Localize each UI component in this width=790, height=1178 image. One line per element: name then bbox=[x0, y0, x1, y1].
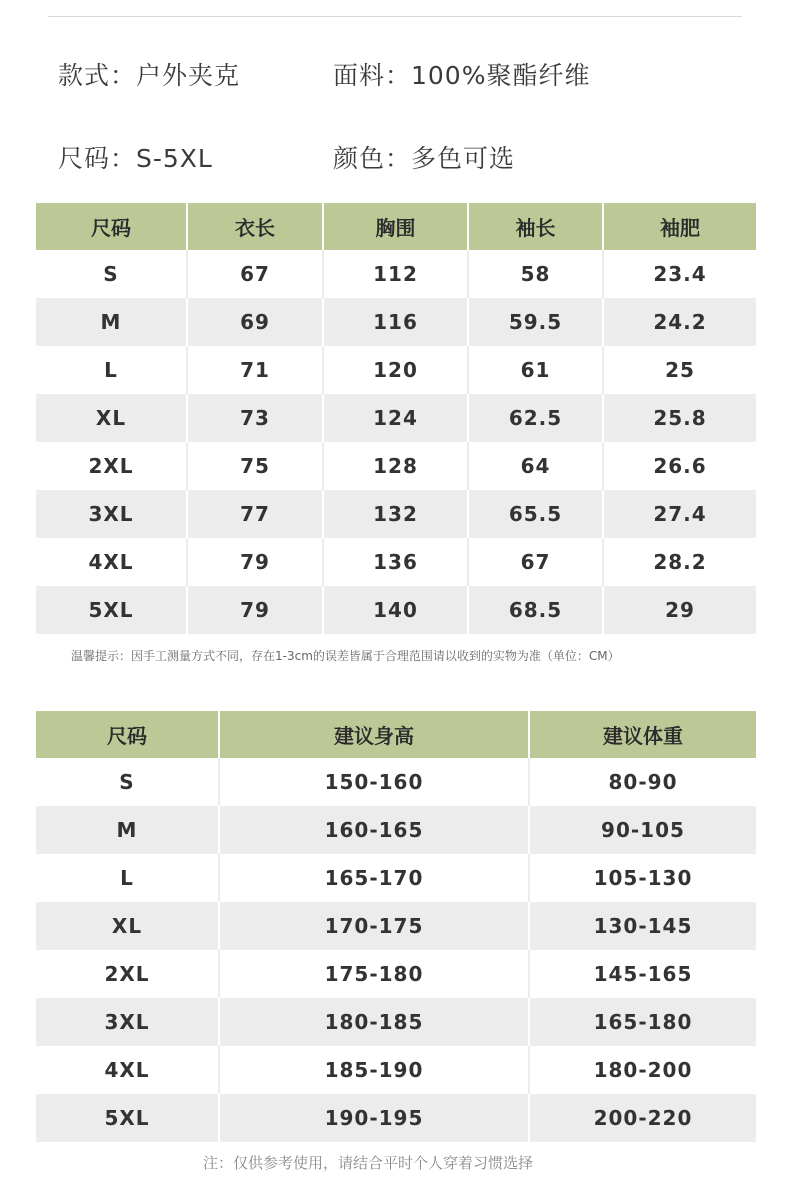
table-cell: 3XL bbox=[36, 998, 219, 1046]
table-row bbox=[36, 250, 756, 298]
table-cell: 145-165 bbox=[529, 950, 756, 998]
table-cell: 68.5 bbox=[468, 586, 603, 634]
table-cell: 23.4 bbox=[603, 250, 756, 298]
header-size: 尺码 bbox=[36, 203, 187, 250]
table-row bbox=[36, 538, 756, 586]
table-cell: 67 bbox=[468, 538, 603, 586]
table-cell: 2XL bbox=[36, 442, 187, 490]
table-cell: 64 bbox=[468, 442, 603, 490]
table-cell: 73 bbox=[187, 394, 323, 442]
table-cell: 180-185 bbox=[219, 998, 529, 1046]
table-cell: 25 bbox=[603, 346, 756, 394]
header-height: 建议身高 bbox=[219, 711, 529, 758]
table-cell: M bbox=[36, 806, 219, 854]
table-row bbox=[36, 490, 756, 538]
table-cell: 26.6 bbox=[603, 442, 756, 490]
table-cell: 180-200 bbox=[529, 1046, 756, 1094]
table-cell: 3XL bbox=[36, 490, 187, 538]
table-cell: 120 bbox=[323, 346, 468, 394]
table-cell: 4XL bbox=[36, 1046, 219, 1094]
table-cell: S bbox=[36, 250, 187, 298]
fabric-info: 面料：100%聚酯纤维 bbox=[333, 61, 591, 90]
table-cell: 28.2 bbox=[603, 538, 756, 586]
table-cell: 140 bbox=[323, 586, 468, 634]
table-cell: 58 bbox=[468, 250, 603, 298]
table-row bbox=[36, 854, 756, 902]
table-cell: 190-195 bbox=[219, 1094, 529, 1142]
table-cell: S bbox=[36, 758, 219, 806]
header-length: 衣长 bbox=[187, 203, 323, 250]
table-row bbox=[36, 586, 756, 634]
table-cell: 71 bbox=[187, 346, 323, 394]
table-cell: 75 bbox=[187, 442, 323, 490]
table-cell: 62.5 bbox=[468, 394, 603, 442]
table-cell: 150-160 bbox=[219, 758, 529, 806]
color-info: 颜色：多色可选 bbox=[333, 144, 516, 173]
table-cell: 165-180 bbox=[529, 998, 756, 1046]
table-cell: 105-130 bbox=[529, 854, 756, 902]
table-cell: 136 bbox=[323, 538, 468, 586]
table-cell: 25.8 bbox=[603, 394, 756, 442]
header-size: 尺码 bbox=[36, 711, 219, 758]
header-sleeve-width: 袖肥 bbox=[603, 203, 756, 250]
header-chest: 胸围 bbox=[323, 203, 468, 250]
table-row bbox=[36, 758, 756, 806]
table-cell: M bbox=[36, 298, 187, 346]
table-cell: XL bbox=[36, 394, 187, 442]
table-cell: L bbox=[36, 346, 187, 394]
table-row bbox=[36, 1046, 756, 1094]
table-cell: 124 bbox=[323, 394, 468, 442]
measurement-note: 温馨提示：因手工测量方式不同，存在1-3cm的误差皆属于合理范围请以收到的实物为准（单位：CM） bbox=[71, 649, 620, 663]
table-cell: 175-180 bbox=[219, 950, 529, 998]
table-cell: 67 bbox=[187, 250, 323, 298]
table-row bbox=[36, 902, 756, 950]
size-measurement-table bbox=[36, 203, 756, 634]
table-cell: 69 bbox=[187, 298, 323, 346]
table-cell: L bbox=[36, 854, 219, 902]
table-cell: 170-175 bbox=[219, 902, 529, 950]
table-cell: 132 bbox=[323, 490, 468, 538]
table-cell: XL bbox=[36, 902, 219, 950]
table-cell: 128 bbox=[323, 442, 468, 490]
table-cell: 5XL bbox=[36, 586, 187, 634]
table-cell: 79 bbox=[187, 538, 323, 586]
table-cell: 4XL bbox=[36, 538, 187, 586]
table-cell: 200-220 bbox=[529, 1094, 756, 1142]
fit-recommendation-table bbox=[36, 711, 756, 1142]
table-cell: 65.5 bbox=[468, 490, 603, 538]
table-cell: 90-105 bbox=[529, 806, 756, 854]
table-cell: 77 bbox=[187, 490, 323, 538]
table-row bbox=[36, 1094, 756, 1142]
table-cell: 165-170 bbox=[219, 854, 529, 902]
table-row bbox=[36, 998, 756, 1046]
header-sleeve-length: 袖长 bbox=[468, 203, 603, 250]
table-row bbox=[36, 442, 756, 490]
table-row bbox=[36, 346, 756, 394]
table-cell: 116 bbox=[323, 298, 468, 346]
table-cell: 80-90 bbox=[529, 758, 756, 806]
table-row bbox=[36, 806, 756, 854]
table-cell: 24.2 bbox=[603, 298, 756, 346]
table-row bbox=[36, 950, 756, 998]
table-cell: 5XL bbox=[36, 1094, 219, 1142]
table-cell: 2XL bbox=[36, 950, 219, 998]
table-cell: 29 bbox=[603, 586, 756, 634]
table-cell: 79 bbox=[187, 586, 323, 634]
table-cell: 130-145 bbox=[529, 902, 756, 950]
table-cell: 185-190 bbox=[219, 1046, 529, 1094]
top-divider bbox=[48, 16, 742, 17]
table-cell: 61 bbox=[468, 346, 603, 394]
fit-note: 注：仅供参考使用，请结合平时个人穿着习惯选择 bbox=[203, 1154, 534, 1172]
size-table-header-row bbox=[36, 203, 756, 250]
table-cell: 160-165 bbox=[219, 806, 529, 854]
style-info: 款式：户外夹克 bbox=[58, 61, 241, 90]
table-cell: 59.5 bbox=[468, 298, 603, 346]
size-range-info: 尺码：S-5XL bbox=[58, 144, 213, 173]
table-cell: 27.4 bbox=[603, 490, 756, 538]
table-row bbox=[36, 298, 756, 346]
table-cell: 112 bbox=[323, 250, 468, 298]
table-row bbox=[36, 394, 756, 442]
fit-table-header-row bbox=[36, 711, 756, 758]
header-weight: 建议体重 bbox=[529, 711, 756, 758]
